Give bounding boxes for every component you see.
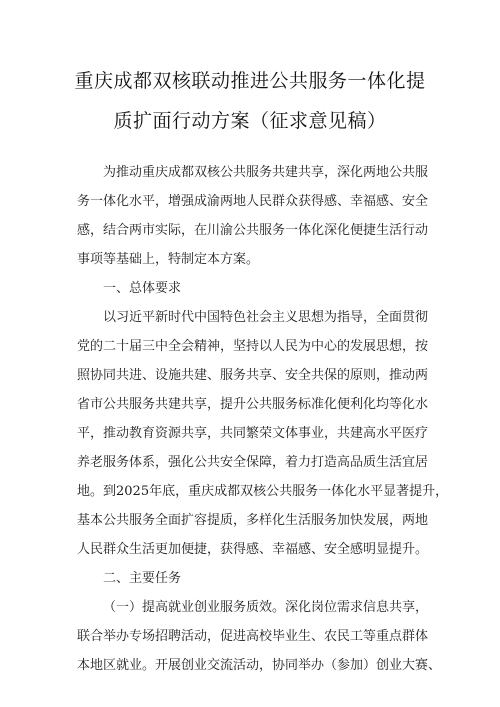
section-heading-main-tasks: 二、主要任务 <box>103 571 182 586</box>
section1-line: 照协同共进、设施共建、服务共享、安全共保的原则，推动两 <box>77 368 429 383</box>
section1-line: 人民群众生活更加便捷，获得感、幸福感、安全感明显提升。 <box>77 542 429 557</box>
section2-line: （一）提高就业创业服务质效。深化岗位需求信息共享， <box>103 600 429 615</box>
intro-line: 为推动重庆成都双核公共服务共建共享，深化两地公共服 <box>103 165 429 180</box>
section1-line: 以习近平新时代中国特色社会主义思想为指导，全面贯彻 <box>103 310 429 325</box>
section1-line: 基本公共服务全面扩容提质，多样化生活服务加快发展，两地 <box>77 513 429 528</box>
intro-line: 事项等基础上，特制定本方案。 <box>77 252 260 267</box>
intro-line: 务一体化水平，增强成渝两地人民群众获得感、幸福感、安全 <box>77 194 429 209</box>
section2-line: 本地区就业。开展创业交流活动，协同举办（参加）创业大赛、 <box>77 658 442 673</box>
document-title-line-2: 质扩面行动方案（征求意见稿） <box>113 110 387 132</box>
section-heading-general-requirements: 一、总体要求 <box>103 281 182 296</box>
section1-line: 平，推动教育资源共享，共同繁荣文体事业，共建高水平医疗 <box>77 426 429 441</box>
section1-line: 党的二十届三中全会精神，坚持以人民为中心的发展思想，按 <box>77 339 429 354</box>
section1-line: 养老服务体系，强化公共安全保障，着力打造高品质生活宜居 <box>77 455 429 470</box>
section1-line: 省市公共服务共建共享，提升公共服务标准化便利化均等化水 <box>77 397 429 412</box>
document-title-line-1: 重庆成都双核联动推进公共服务一体化提 <box>74 70 426 92</box>
section2-line: 联合举办专场招聘活动，促进高校毕业生、农民工等重点群体 <box>77 629 429 644</box>
section1-line: 地。到2025年底，重庆成都双核公共服务一体化水平显著提升， <box>77 484 449 499</box>
intro-line: 感，结合两市实际，在川渝公共服务一体化深化便捷生活行动 <box>77 223 429 238</box>
